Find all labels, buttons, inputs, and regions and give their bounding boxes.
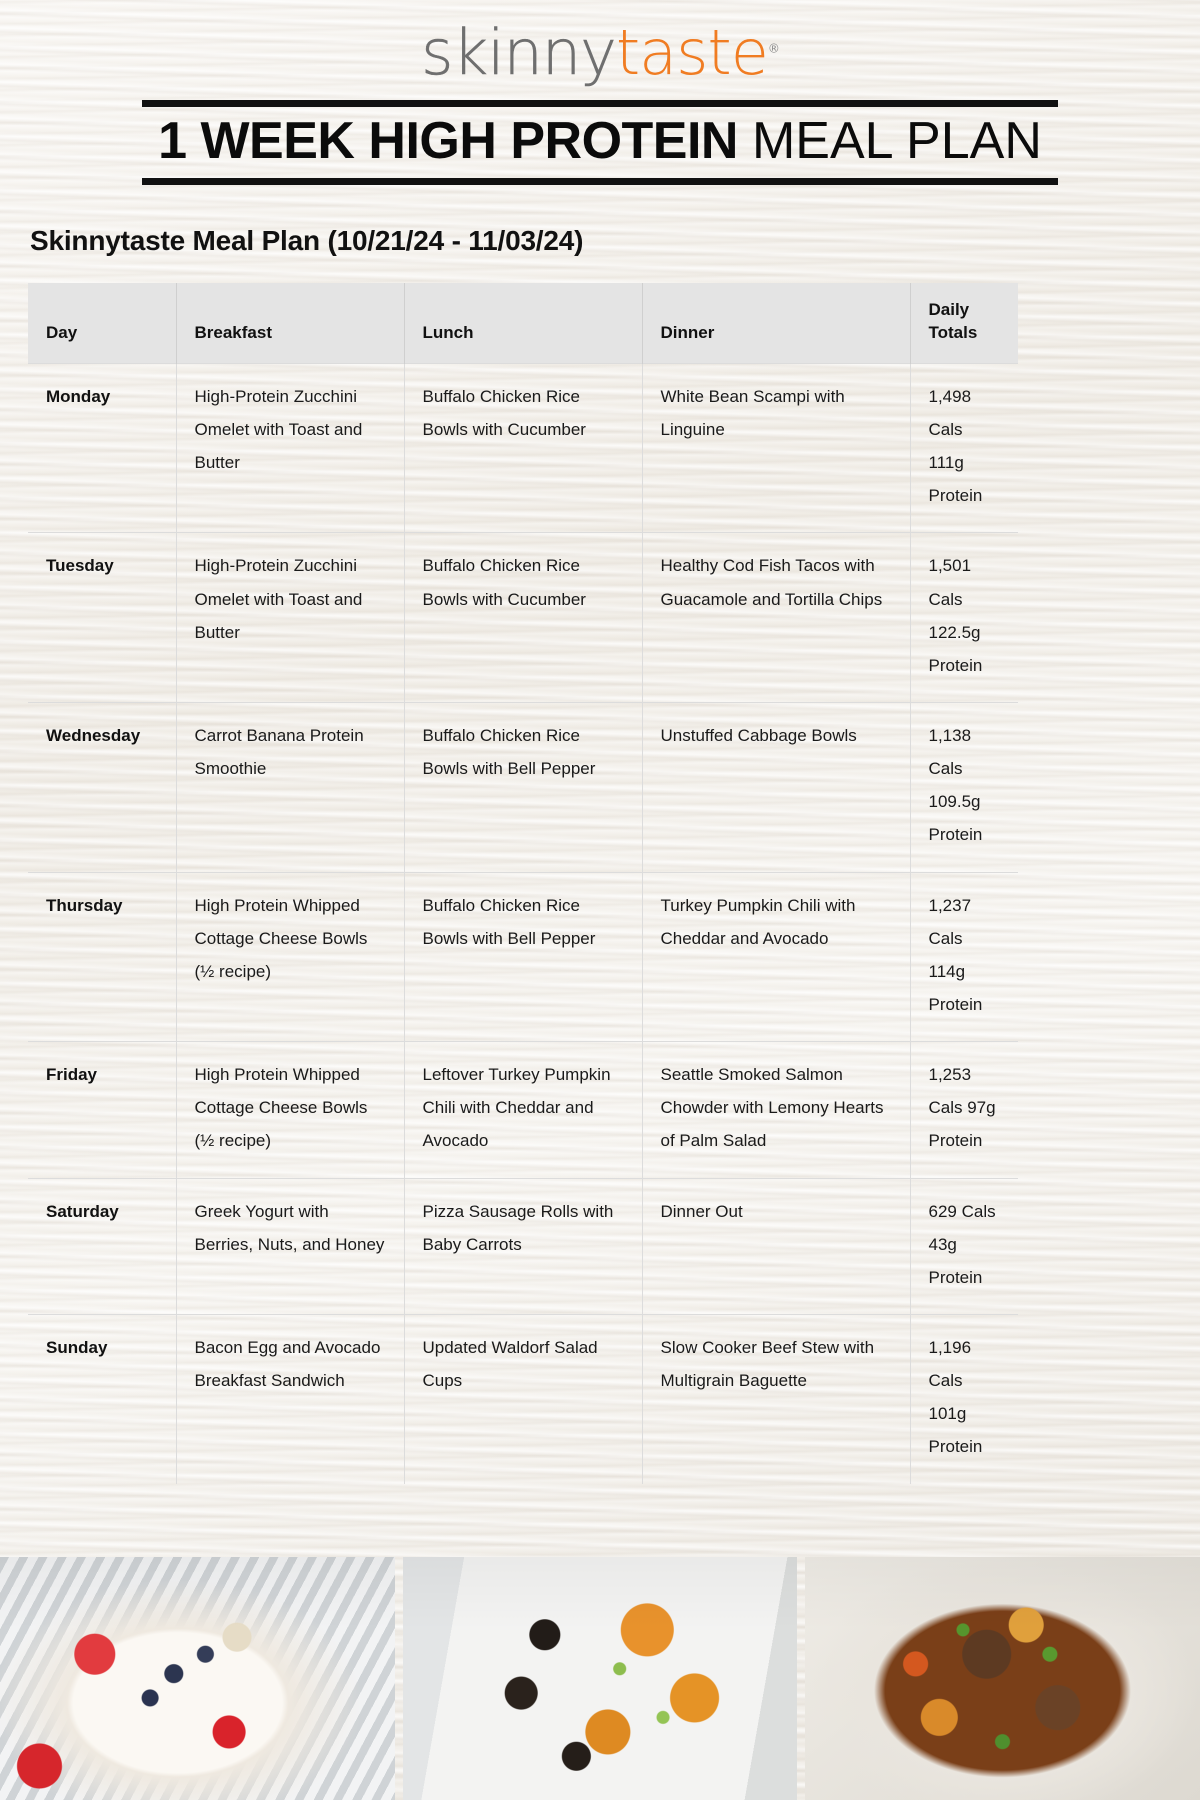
cell-lunch: Buffalo Chicken Rice Bowls with Bell Pepper [404,703,642,873]
cell-dinner: White Bean Scampi with Linguine [642,363,910,533]
table-row [28,1178,1018,1314]
table-body [28,363,1018,1483]
cell-day: Wednesday [28,703,176,873]
table-row [28,872,1018,1042]
cell-day: Thursday [28,872,176,1042]
cell-breakfast: High Protein Whipped Cottage Cheese Bowls (½ recipe) [176,872,404,1042]
table-row [28,533,1018,703]
cell-dinner: Slow Cooker Beef Stew with Multigrain Baguette [642,1315,910,1484]
photo-beef-stew [805,1557,1200,1800]
column-header-breakfast: Breakfast [176,283,404,363]
photo-meal-prep-container [403,1557,798,1800]
cell-lunch: Pizza Sausage Rolls with Baby Carrots [404,1178,642,1314]
photo-yogurt-bowl [0,1557,395,1800]
page-title-light: MEAL PLAN [751,112,1042,170]
table-header-row [28,283,1018,363]
title-block [142,100,1058,185]
cell-daily-totals: 1,196 Cals 101g Protein [910,1315,1018,1484]
title-rule-bottom [142,178,1058,185]
cell-dinner: Unstuffed Cabbage Bowls [642,703,910,873]
column-header-lunch: Lunch [404,283,642,363]
table-header [28,283,1018,363]
title-rule-top [142,100,1058,107]
cell-day: Saturday [28,1178,176,1314]
logo-text-taste: taste [615,16,768,89]
meal-plan-table [28,283,1018,1484]
cell-day: Friday [28,1042,176,1178]
cell-dinner: Healthy Cod Fish Tacos with Guacamole and Tortilla Chips [642,533,910,703]
cell-lunch: Updated Waldorf Salad Cups [404,1315,642,1484]
cell-daily-totals: 1,498 Cals 111g Protein [910,363,1018,533]
daily-totals-line2: Totals [928,322,978,342]
column-header-dinner: Dinner [642,283,910,363]
cell-lunch: Buffalo Chicken Rice Bowls with Bell Pepper [404,872,642,1042]
cell-lunch: Leftover Turkey Pumpkin Chili with Cheddar and Avocado [404,1042,642,1178]
cell-breakfast: Carrot Banana Protein Smoothie [176,703,404,873]
cell-daily-totals: 629 Cals 43g Protein [910,1178,1018,1314]
table-row [28,363,1018,533]
cell-daily-totals: 1,138 Cals 109.5g Protein [910,703,1018,873]
cell-daily-totals: 1,501 Cals 122.5g Protein [910,533,1018,703]
cell-day: Sunday [28,1315,176,1484]
cell-breakfast: Bacon Egg and Avocado Breakfast Sandwich [176,1315,404,1484]
cell-breakfast: Greek Yogurt with Berries, Nuts, and Honey [176,1178,404,1314]
cell-day: Monday [28,363,176,533]
logo-text-skinny: skinny [421,16,616,89]
cell-dinner: Dinner Out [642,1178,910,1314]
table-row [28,1042,1018,1178]
food-photo-strip [0,1557,1200,1800]
cell-breakfast: High-Protein Zucchini Omelet with Toast and Butter [176,533,404,703]
cell-dinner: Turkey Pumpkin Chili with Cheddar and Avocado [642,872,910,1042]
cell-breakfast: High Protein Whipped Cottage Cheese Bowls (½ recipe) [176,1042,404,1178]
skinnytaste-logo [421,16,779,89]
page-title-bold: 1 WEEK HIGH PROTEIN [158,112,738,170]
cell-lunch: Buffalo Chicken Rice Bowls with Cucumber [404,363,642,533]
cell-day: Tuesday [28,533,176,703]
registered-mark-icon: ® [767,41,779,56]
cell-lunch: Buffalo Chicken Rice Bowls with Cucumber [404,533,642,703]
cell-daily-totals: 1,237 Cals 114g Protein [910,872,1018,1042]
cell-daily-totals: 1,253 Cals 97g Protein [910,1042,1018,1178]
brand-logo [0,0,1200,89]
column-header-daily-totals [910,283,1018,363]
cell-dinner: Seattle Smoked Salmon Chowder with Lemony Hearts of Palm Salad [642,1042,910,1178]
table-row [28,703,1018,873]
meal-plan-table-wrap [28,283,1018,1484]
daily-totals-line1: Daily [928,300,970,320]
column-header-day: Day [28,283,176,363]
meal-plan-subtitle: Skinnytaste Meal Plan (10/21/24 - 11/03/24) [30,225,584,257]
page-title [142,107,1058,178]
cell-breakfast: High-Protein Zucchini Omelet with Toast and Butter [176,363,404,533]
table-row [28,1315,1018,1484]
